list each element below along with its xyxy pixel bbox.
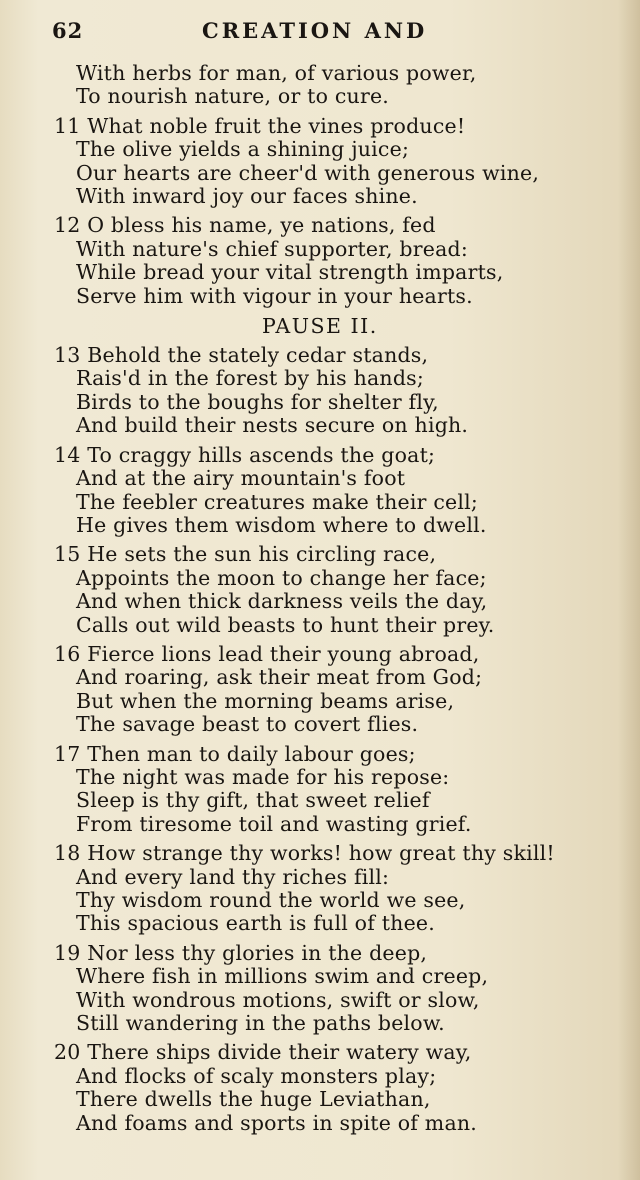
stanza [54, 344, 634, 438]
verse-line: With herbs for man, of various power, [76, 61, 477, 85]
pause-heading: PAUSE II. [262, 314, 378, 339]
verse-line: The feebler creatures make their cell; [76, 489, 478, 514]
verse-line: While bread your vital strength imparts, [76, 260, 504, 285]
verse-line: To nourish nature, or to cure. [76, 84, 389, 109]
verse-line: And foams and sports in spite of man. [76, 1110, 477, 1135]
verse-line: Still wandering in the paths below. [76, 1011, 445, 1036]
verse-line: And build their nests secure on high. [76, 413, 469, 438]
verse-line: Where fish in millions swim and creep, [76, 964, 489, 989]
verse-line-numbered: 12 O bless his name, ye nations, fed [54, 213, 436, 238]
verse-line-numbered: 16 Fierce lions lead their young abroad, [54, 641, 480, 666]
verse-line: The olive yields a shining juice; [76, 137, 410, 162]
verse-line: Thy wisdom round the world we see, [76, 888, 466, 912]
verse-line-numbered: 14 To craggy hills ascends the goat; [54, 442, 436, 467]
verse-line: Rais'd in the forest by his hands; [76, 366, 424, 391]
verse-line-numbered: 17 Then man to daily labour goes; [54, 741, 416, 766]
stanza [54, 444, 634, 538]
stanza [54, 643, 634, 737]
verse-line: And when thick darkness veils the day, [76, 589, 488, 614]
verse-line: Calls out wild beasts to hunt their prey. [76, 612, 495, 637]
verse-line: And flocks of scaly monsters play; [76, 1063, 437, 1088]
page-number: 62 [52, 18, 84, 43]
verse-line-numbered: 19 Nor less thy glories in the deep, [54, 940, 428, 965]
verse-line: From tiresome toil and wasting grief. [76, 811, 472, 836]
verse-line: And roaring, ask their meat from God; [76, 665, 483, 690]
verse-line-numbered: 18 How strange thy works! how great thy skill! [54, 841, 555, 866]
stanza [54, 1041, 634, 1135]
verse-line: The savage beast to covert flies. [76, 712, 419, 737]
verse-line: He gives them wisdom where to dwell. [76, 512, 487, 537]
verse-line: Appoints the moon to change her face; [76, 565, 487, 590]
stanza-group-a [54, 115, 634, 308]
verse-line: Birds to the boughs for shelter fly, [76, 389, 439, 414]
stanza-group-b [54, 344, 634, 1135]
verse-line: Serve him with vigour in your hearts. [76, 283, 473, 308]
stanza [54, 214, 634, 308]
stanza [54, 115, 634, 209]
verse-line-numbered: 11 What noble fruit the vines produce! [54, 113, 466, 138]
verse-line: With nature's chief supporter, bread: [76, 236, 468, 261]
verse-line: And at the airy mountain's foot [76, 466, 406, 491]
hymn-text [54, 62, 634, 1141]
stanza [54, 942, 634, 1036]
verse-line-numbered: 13 Behold the stately cedar stands, [54, 343, 429, 368]
verse-line: Our hearts are cheer'd with generous wine, [76, 160, 540, 185]
stanza-continuation [54, 62, 634, 109]
stanza [54, 842, 634, 936]
verse-line-numbered: 15 He sets the sun his circling race, [54, 542, 437, 567]
running-title: CREATION AND [202, 18, 428, 43]
verse-line: But when the morning beams arise, [76, 688, 455, 713]
verse-line: With wondrous motions, swift or slow, [76, 987, 480, 1012]
stanza [54, 743, 634, 837]
verse-line: This spacious earth is full of thee. [76, 911, 435, 936]
verse-line: The night was made for his repose: [76, 764, 450, 789]
verse-line: And every land thy riches fill: [76, 864, 390, 889]
verse-line: With inward joy our faces shine. [76, 184, 418, 209]
verse-line: Sleep is thy gift, that sweet relief [76, 788, 430, 813]
stanza [54, 543, 634, 637]
verse-line: There dwells the huge Leviathan, [76, 1087, 431, 1112]
verse-line-numbered: 20 There ships divide their watery way, [54, 1040, 472, 1065]
page-header [52, 18, 612, 48]
